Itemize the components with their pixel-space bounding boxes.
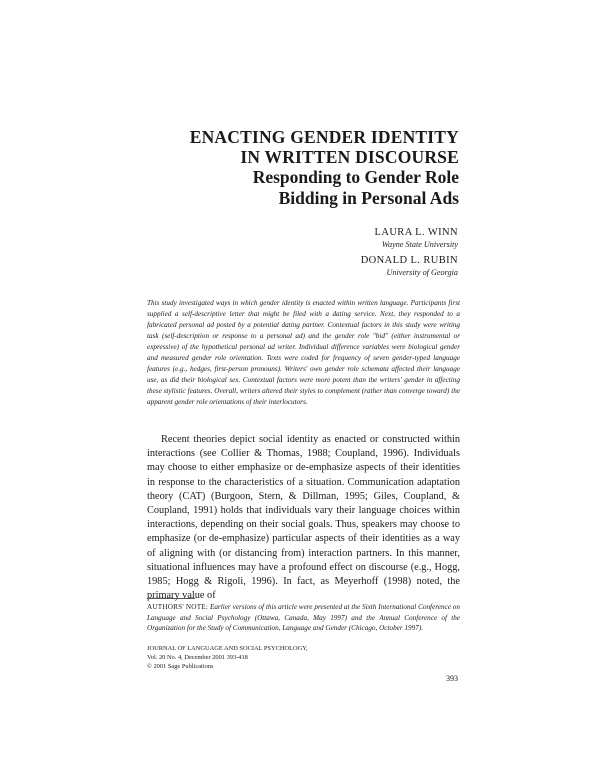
author-name-2: DONALD L. RUBIN bbox=[360, 255, 458, 266]
article-title-line-2: IN WRITTEN DISCOURSE bbox=[240, 147, 459, 167]
author-block bbox=[361, 226, 458, 282]
page-number: 393 bbox=[446, 674, 458, 683]
journal-info bbox=[147, 644, 460, 671]
body-paragraph: Recent theories depict social identity as enacted or constructed within interactions (see Collier & Thomas, 1988; Coupland, 1996). Individuals may choose to either emphasize or de-emphasize aspects of their identities in response to the characteristics of a situation. Communication adaptation theory (CAT) (Burgoon, Stern, & Dillman, 1995; Giles, Coupland, & Coupland, 1991) holds that individuals vary their language choices within interactions, depending on their social goals. Thus, speakers may choose to emphasize (or de-emphasize) particular aspects of their identities as a way of aligning with (or distancing from) interaction partners. In this manner, situational influences may have a profound effect on discourse (e.g., Hogg, 1985; Hogg & Rigoli, 1996). In fact, as Meyerhoff (1998) noted, the primary value of bbox=[147, 434, 460, 602]
authors-note-label: AUTHORS' NOTE: bbox=[147, 603, 209, 611]
article-title-line-1: ENACTING GENDER IDENTITY bbox=[189, 127, 459, 147]
footnote-divider bbox=[147, 598, 195, 599]
article-subtitle-line-1: Responding to Gender Role bbox=[252, 167, 459, 187]
journal-name: JOURNAL OF LANGUAGE AND SOCIAL PSYCHOLOGY, bbox=[147, 645, 308, 652]
journal-copyright: © 2001 Sage Publications bbox=[147, 663, 214, 670]
abstract: This study investigated ways in which gender identity is enacted within written language. Participants first supplied a self-descriptive letter that might be filed with a dating service. Next, they responded to a fabricated personal ad posted by a potential dating partner. Contextual factors in this study were writing task (self-description or response to a personal ad) and the gender role "bid" (either instrumental or expressive) of the hypothetical personal ad writer. Individual difference variables were biological gender and measured gender role orientation. Texts were coded for frequency of seven gender-typed language features (e.g., hedges, first-person pronouns). Writers' own gender role schemata affected their language use, as did their biological sex. Contextual factors were more potent than the writers' gender in affecting these stylistic features. Overall, writers altered their styles to complement (rather than converge toward) the apparent gender role orientations of their interlocutors. bbox=[147, 299, 460, 406]
journal-volume: Vol. 20 No. 4, December 2001 393-418 bbox=[147, 654, 248, 661]
authors-note-text: Earlier versions of this article were presented at the Sixth International Conference on Language and Social Psychology (Ottawa, Canada, May 1997) and the Annual Conference of the Organization for the Study of Communication, Language and Gender (Chicago, October 1997). bbox=[147, 603, 460, 632]
article-title-block bbox=[190, 127, 459, 209]
author-affiliation-1: Wayne State University bbox=[381, 240, 458, 249]
authors-note bbox=[147, 602, 460, 634]
author-affiliation-2: University of Georgia bbox=[386, 268, 458, 277]
author-name-1: LAURA L. WINN bbox=[374, 227, 458, 238]
article-subtitle-line-2: Bidding in Personal Ads bbox=[278, 188, 459, 208]
